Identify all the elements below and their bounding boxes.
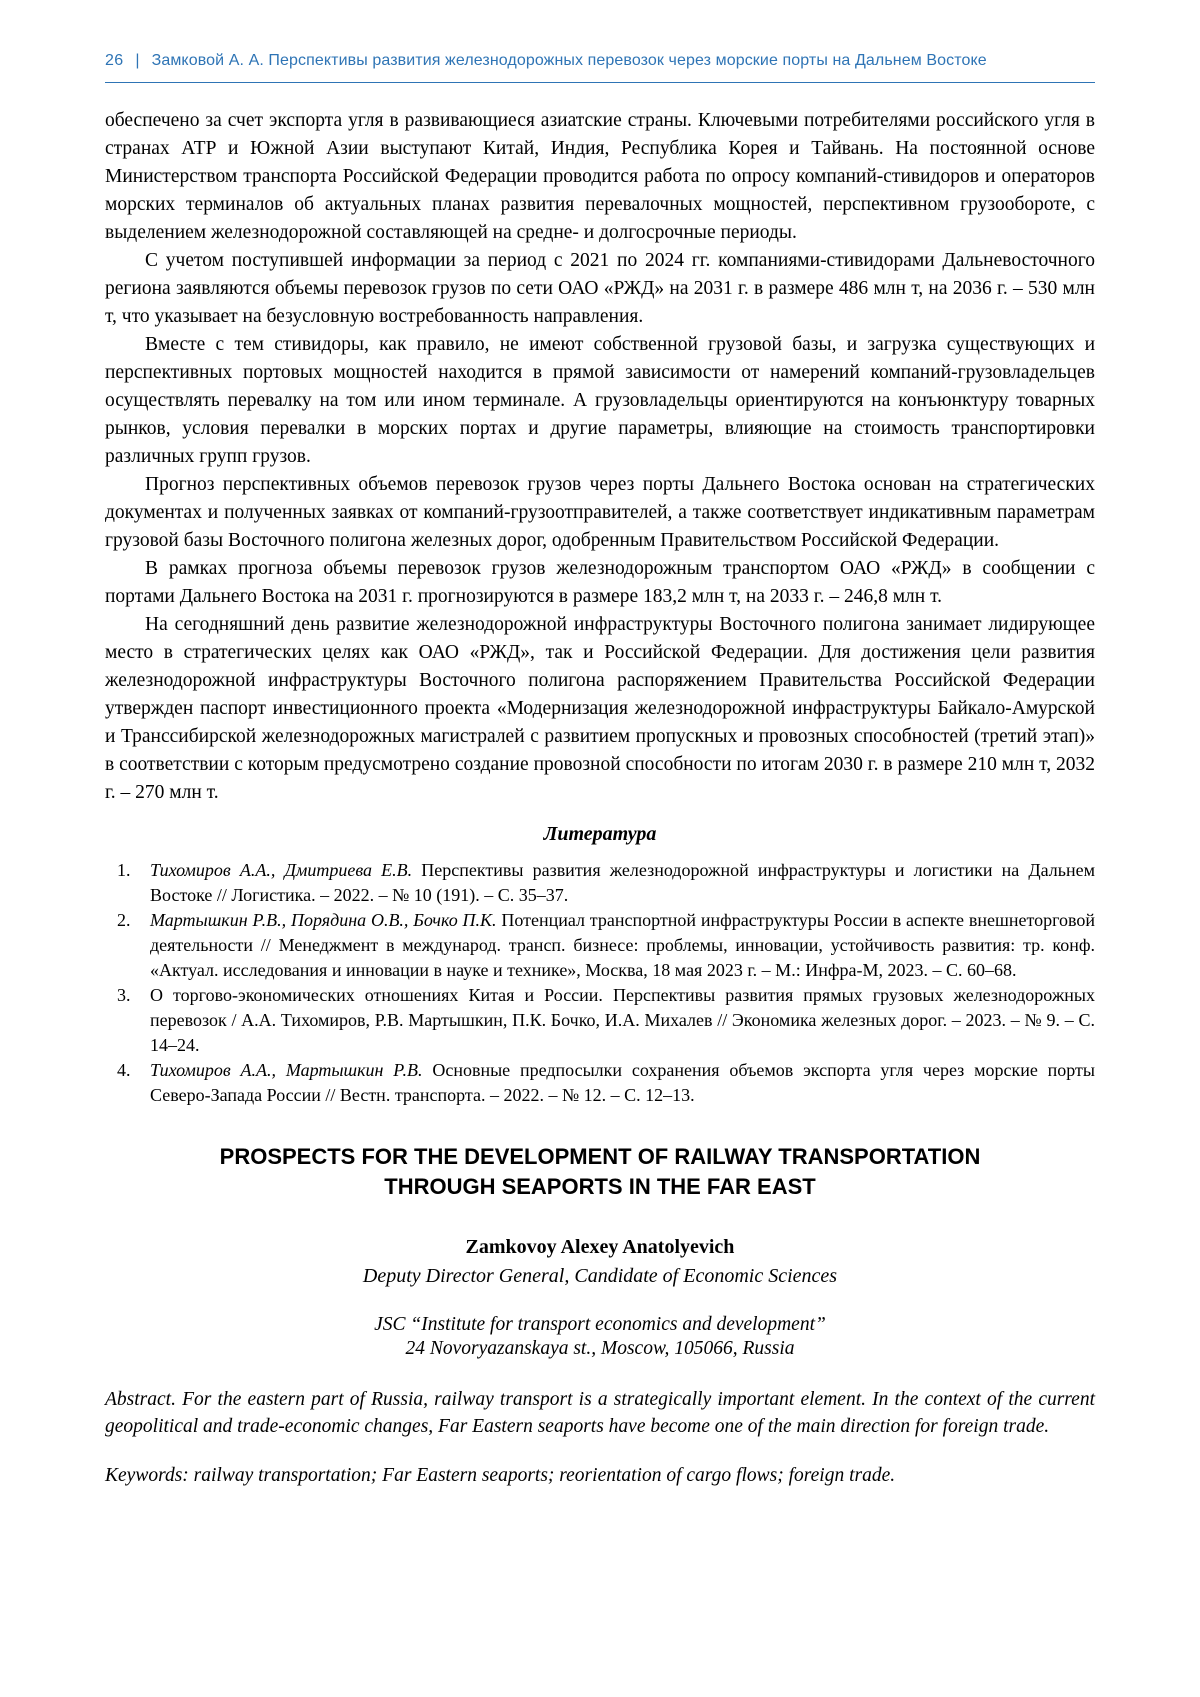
- reference-number: 4.: [117, 1060, 131, 1080]
- page-number: 26: [105, 52, 124, 69]
- reference-item: [105, 983, 1095, 1058]
- literature-heading: Литература: [543, 823, 657, 845]
- reference-authors: Мартышкин Р.В., Порядина О.В., Бочко П.К.: [150, 910, 497, 930]
- author-affiliation: JSC “Institute for transport economics and development”: [374, 1314, 826, 1335]
- author-name: Zamkovoy Alexey Anatolyevich: [465, 1236, 735, 1258]
- reference-text: Основные предпосылки сохранения объемов экспорта угля через морские порты Северо-Запада России // Вестн. транспорта. – 2022. – № 12. – С. 12–13.: [150, 1060, 1096, 1105]
- reference-number: 1.: [117, 860, 131, 880]
- paragraph: В рамках прогноза объемы перевозок грузов железнодорожным транспортом ОАО «РЖД» в сообщении с портами Дальнего Востока на 2031 г. прогнозируются в размере 183,2 млн т, на 2033 г. – 246,8 млн т.: [105, 558, 1095, 607]
- abstract-text: For the eastern part of Russia, railway transport is a strategically important element. In the context of the current geopolitical and trade-economic changes, Far Eastern seaports have become one of the main direction for foreign trade.: [105, 1389, 1095, 1437]
- reference-item: [105, 858, 1095, 908]
- reference-number: 3.: [117, 985, 131, 1005]
- reference-text: О торгово-экономических отношениях Китая и России. Перспективы развития прямых грузовых железнодорожных перевозок / А.А. Тихомиров, Р.В. Мартышкин, П.К. Бочко, И.А. Михалев // Экономика железных дорог. – 2023. – № 9. – С. 14–24.: [150, 985, 1095, 1055]
- paragraph: Прогноз перспективных объемов перевозок грузов через порты Дальнего Востока основан на стратегических документах и полученных заявках от компаний-грузоотправителей, а также соответствует индикативным параметрам грузовой базы Восточного полигона железных дорог, одобренным Правительством Российской Федерации.: [105, 474, 1095, 551]
- english-title: [105, 1142, 1095, 1202]
- abstract: [105, 1386, 1095, 1440]
- author-position: Deputy Director General, Candidate of Economic Sciences: [362, 1265, 838, 1287]
- page-header: [105, 52, 1095, 83]
- reference-list: [105, 858, 1095, 1108]
- author-address: 24 Novoryazanskaya st., Moscow, 105066, Russia: [405, 1338, 795, 1359]
- english-title-line1: PROSPECTS FOR THE DEVELOPMENT OF RAILWAY TRANSPORTATION: [219, 1144, 981, 1169]
- paragraph: Вместе с тем стивидоры, как правило, не имеют собственной грузовой базы, и загрузка существующих и перспективных портовых мощностей находится в прямой зависимости от намерений компаний-грузовладельцев осуществлять перевалку на том или ином терминале. А грузовладельцы ориентируются на конъюнктуру товарных рынков, условия перевалки в морских портах и другие параметры, влияющие на стоимость транспортировки различных групп грузов.: [105, 334, 1095, 467]
- header-separator: |: [135, 52, 140, 69]
- keywords: [105, 1462, 1095, 1489]
- running-title: Замковой А. А. Перспективы развития железнодорожных перевозок через морские порты на Дальнем Востоке: [151, 52, 987, 69]
- paragraph: обеспечено за счет экспорта угля в развивающиеся азиатские страны. Ключевыми потребителями российского угля в странах АТР и Южной Азии выступают Китай, Индия, Республика Корея и Тайвань. На постоянной основе Министерством транспорта Российской Федерации проводится работа по опросу компаний-стивидоров и операторов морских терминалов об актуальных планах развития перевалочных мощностей, перспективном грузообороте, с выделением железнодорожной составляющей на средне- и долгосрочные периоды.: [105, 110, 1095, 243]
- english-title-line2: THROUGH SEAPORTS IN THE FAR EAST: [384, 1174, 816, 1199]
- reference-text: Перспективы развития железнодорожной инфраструктуры и логистики на Дальнем Востоке // Логистика. – 2022. – № 10 (191). – С. 35–37.: [150, 860, 1095, 905]
- reference-authors: Тихомиров А.А., Мартышкин Р.В.: [150, 1060, 423, 1080]
- reference-number: 2.: [117, 910, 131, 930]
- reference-authors: Тихомиров А.А., Дмитриева Е.В.: [150, 860, 413, 880]
- keywords-text: railway transportation; Far Eastern seaports; reorientation of cargo flows; foreign trade.: [193, 1465, 896, 1486]
- keywords-label: Keywords:: [105, 1465, 189, 1486]
- abstract-label: Abstract.: [105, 1389, 176, 1410]
- article-body: [105, 107, 1095, 807]
- reference-item: [105, 908, 1095, 983]
- reference-text: Потенциал транспортной инфраструктуры России в аспекте внешнеторговой деятельности // Менеджмент в международ. трансп. бизнесе: проблемы, инновации, устойчивость развития: тр. конф. «Актуал. исследования и инновации в науке и технике», Москва, 18 мая 2023 г. – М.: Инфра-М, 2023. – С. 60–68.: [150, 910, 1096, 980]
- paragraph: На сегодняшний день развитие железнодорожной инфраструктуры Восточного полигона занимает лидирующее место в стратегических целях как ОАО «РЖД», так и Российской Федерации. Для достижения цели развития железнодорожной инфраструктуры Восточного полигона распоряжением Правительства Российской Федерации утвержден паспорт инвестиционного проекта «Модернизация железнодорожной инфраструктуры Байкало-Амурской и Транссибирской железнодорожных магистралей с развитием пропускных и провозных способностей (третий этап)» в соответствии с которым предусмотрено создание провозной способности по итогам 2030 г. в размере 210 млн т, 2032 г. – 270 млн т.: [105, 614, 1095, 803]
- paragraph: С учетом поступившей информации за период с 2021 по 2024 гг. компаниями-стивидорами Дальневосточного региона заявляются объемы перевозок грузов по сети ОАО «РЖД» на 2031 г. в размере 486 млн т, на 2036 г. – 530 млн т, что указывает на безусловную востребованность направления.: [105, 250, 1095, 327]
- reference-item: [105, 1058, 1095, 1108]
